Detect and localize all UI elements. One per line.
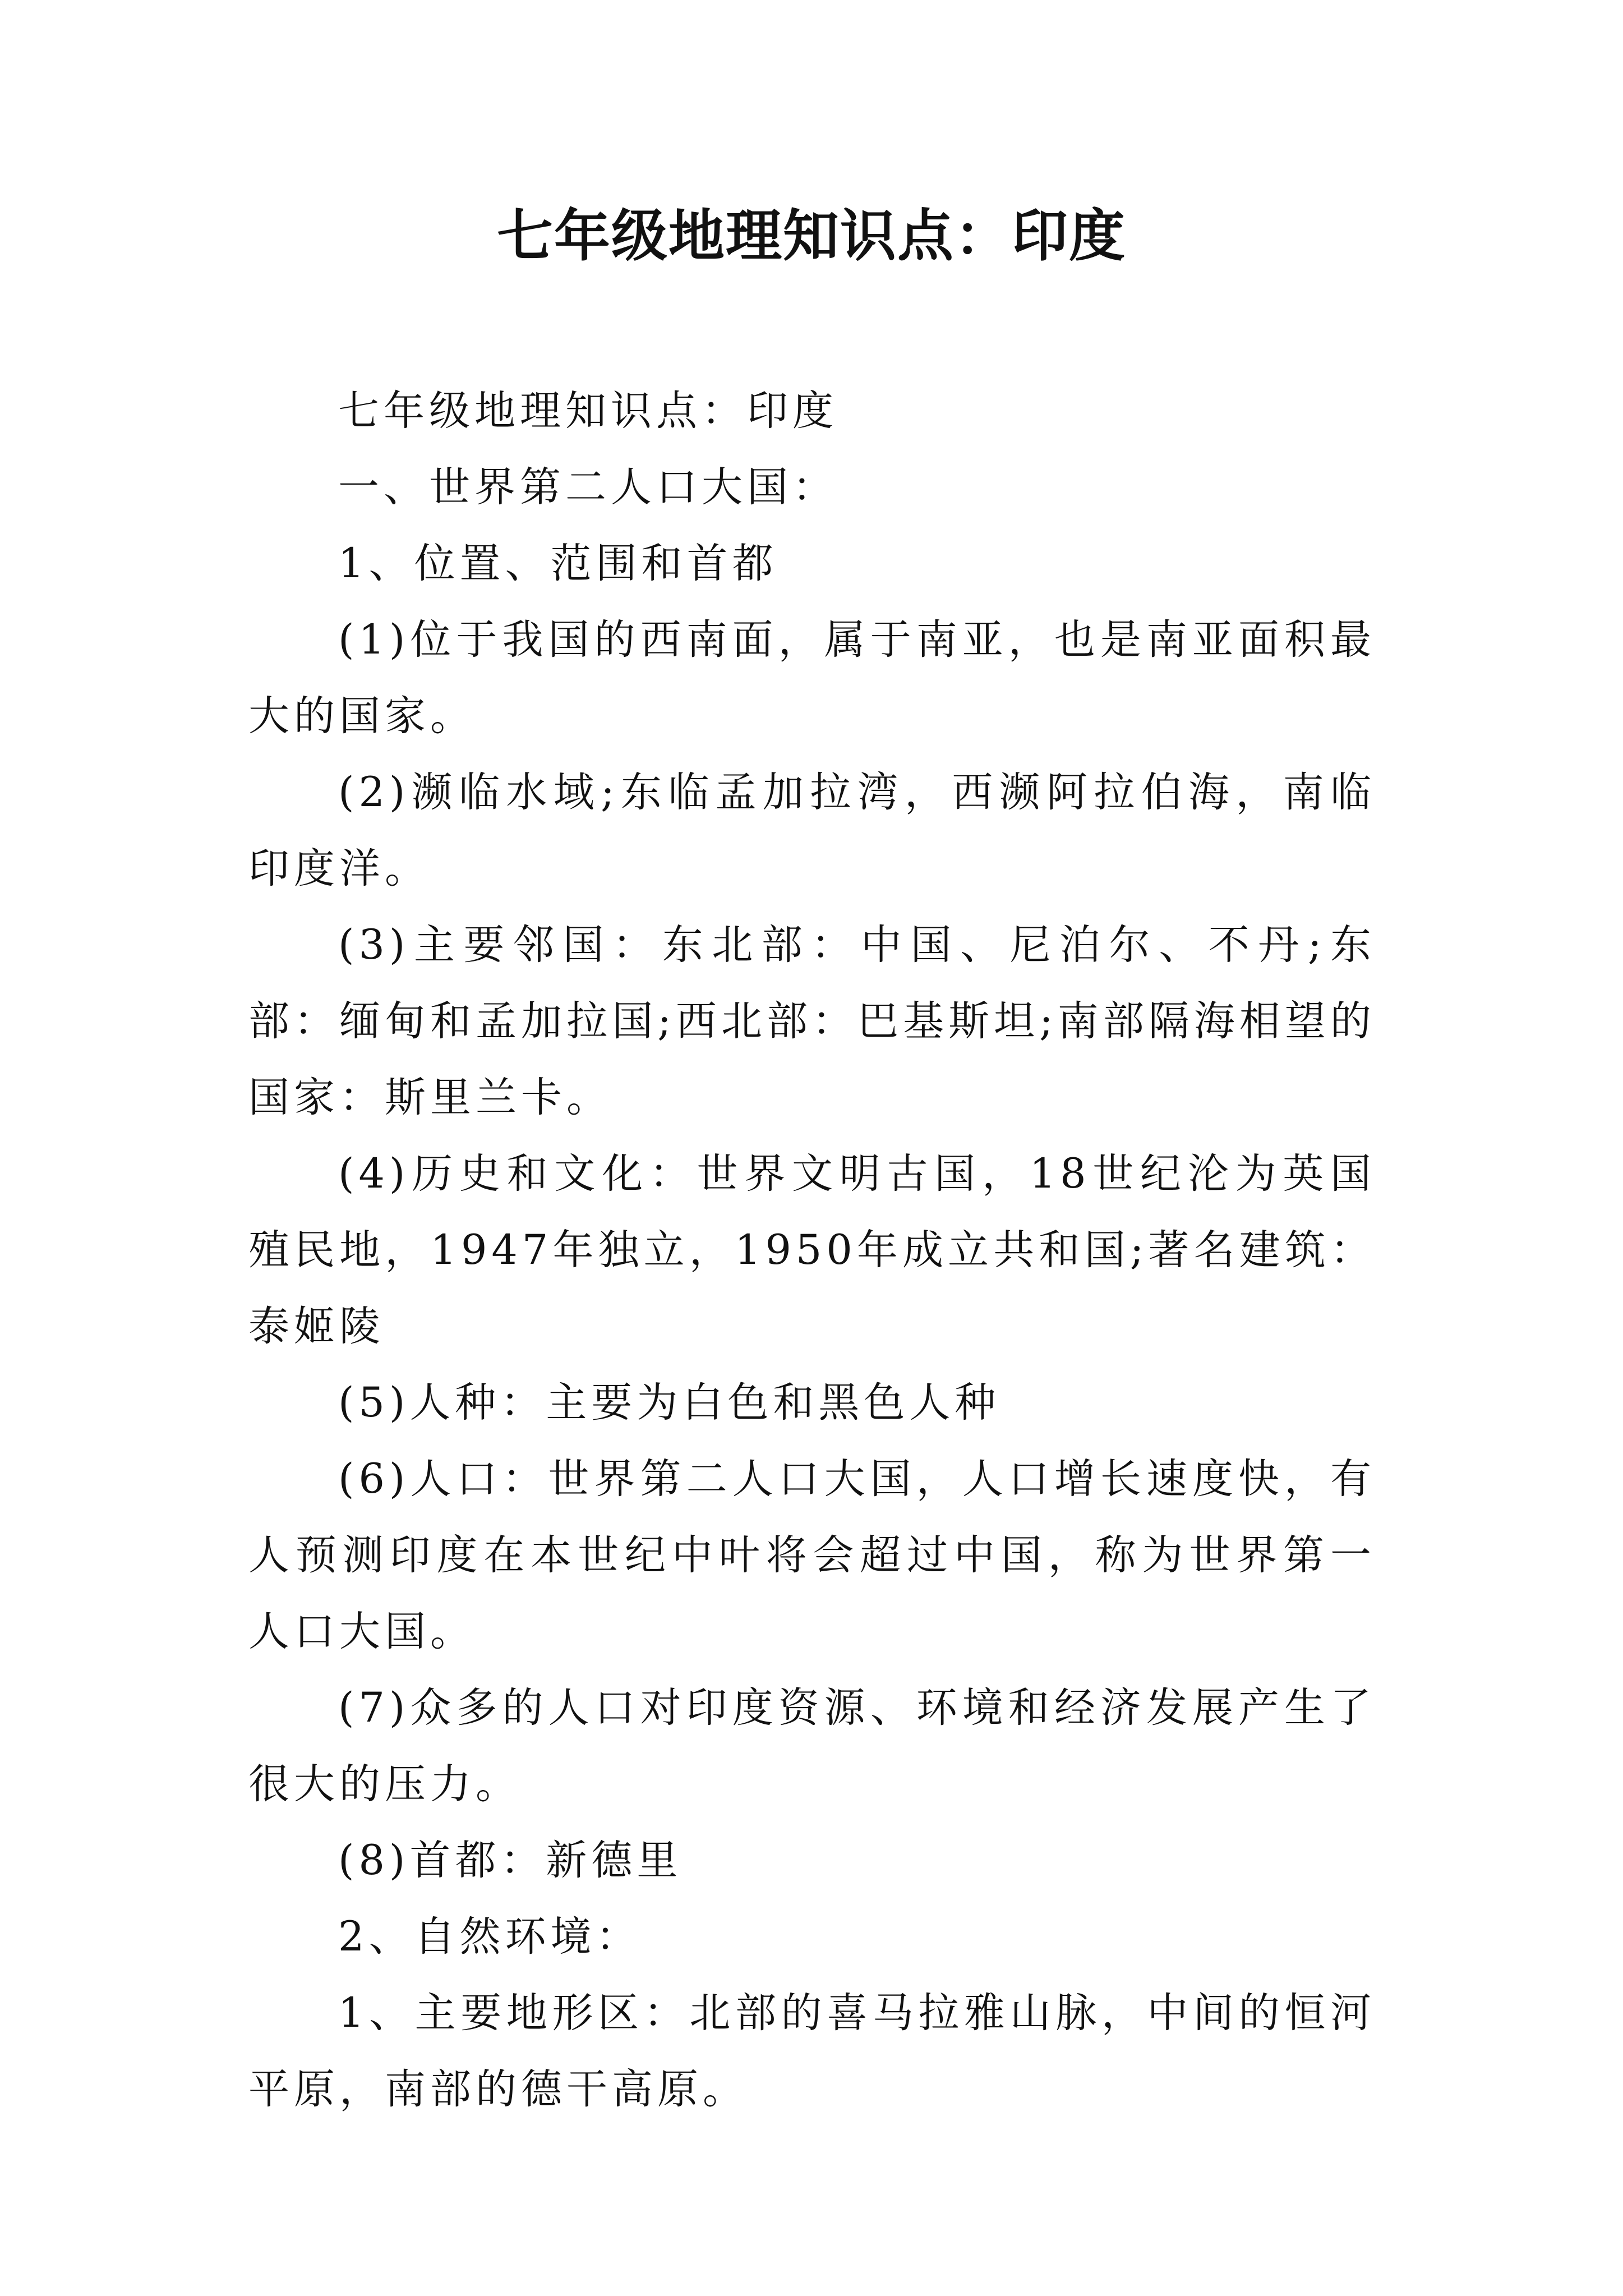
paragraph: (8)首都：新德里 [338, 1837, 683, 1884]
paragraph: (6)人口：世界第二人口大国，人口增长速度快，有人预测印度在本世纪中叶将会超过中国，称为世界第一人口大国。 [248, 1455, 1376, 1655]
paragraph: 2、自然环境： [338, 1913, 642, 1961]
document-title: 七年级地理知识点：印度 [497, 203, 1126, 269]
paragraph: 1、位置、范围和首都 [338, 540, 778, 587]
paragraph: 1、主要地形区：北部的喜马拉雅山脉，中间的恒河平原，南部的德干高原。 [248, 1989, 1376, 2113]
paragraph: 一、世界第二人口大国： [338, 463, 838, 511]
paragraph: (1)位于我国的西南面，属于南亚，也是南亚面积最大的国家。 [248, 616, 1376, 740]
paragraph: (5)人种：主要为白色和黑色人种 [338, 1379, 1000, 1427]
paragraph: (2)濒临水域;东临孟加拉湾，西濒阿拉伯海，南临印度洋。 [248, 769, 1376, 892]
paragraph: (4)历史和文化：世界文明古国，18世纪沦为英国殖民地，1947年独立，1950年成立共和国;著名建筑：泰姬陵 [248, 1150, 1376, 1350]
paragraph: (7)众多的人口对印度资源、环境和经济发展产生了很大的压力。 [248, 1684, 1376, 1808]
document-body [248, 373, 1376, 2128]
paragraph: (3)主要邻国：东北部：中国、尼泊尔、不丹;东部：缅甸和孟加拉国;西北部：巴基斯坦;南部隔海相望的国家：斯里兰卡。 [248, 921, 1376, 1121]
paragraph: 七年级地理知识点：印度 [338, 387, 838, 435]
